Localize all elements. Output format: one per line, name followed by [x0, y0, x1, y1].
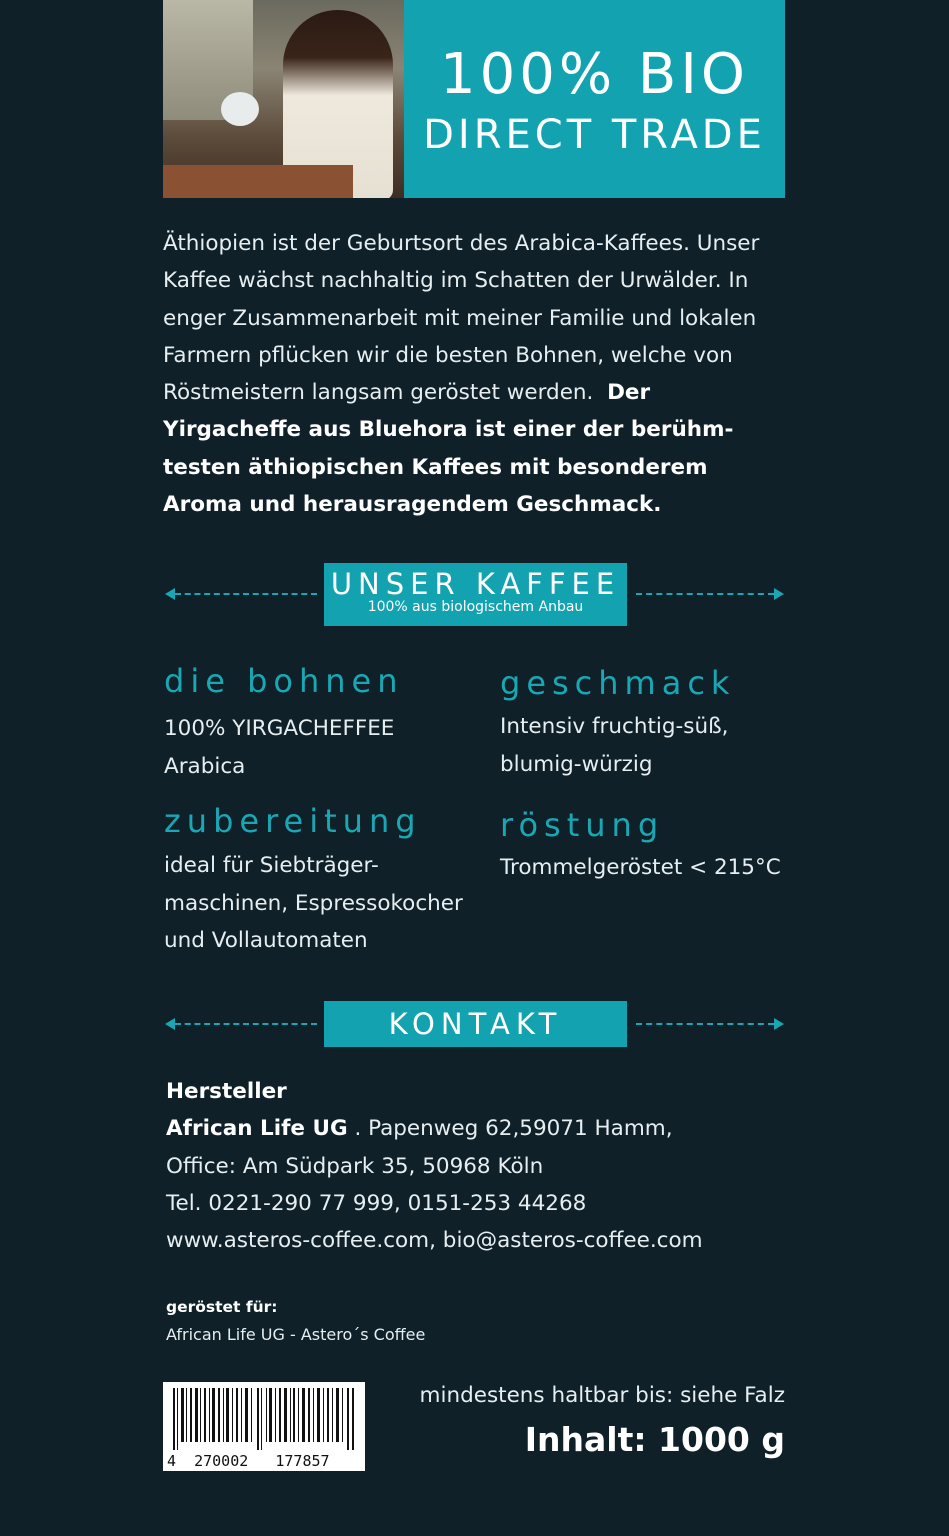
beans-value-1: 100% YIRGACHEFFEE: [164, 716, 395, 741]
barcode-number: [167, 1452, 330, 1470]
taste-value-2: blumig-würzig: [500, 751, 653, 777]
barcode-digit-first: 4: [167, 1452, 177, 1470]
bio-title: 100% BIO: [440, 42, 749, 107]
taste-value-1: Intensiv fruchtig-süß,: [500, 714, 729, 739]
roasted-for-label: geröstet für:: [166, 1298, 278, 1316]
intro-regular: Äthiopien ist der Geburtsort des Arabica-Kaffees. Unser Kaffee wächst nachhaltig im Schatten der Urwälder. In enger Zusammenarbeit mit meiner Familie und lokalen Farmern pflücken wir die besten Bohnen, welche von Röstmeistern langsam geröstet werden.: [163, 231, 760, 406]
kontakt-title: KONTAKT: [388, 1007, 563, 1041]
header-photo: [163, 0, 404, 198]
dashed-divider-right: [636, 1023, 774, 1027]
kontakt-banner: [324, 1001, 627, 1047]
direct-trade-subtitle: DIRECT TRADE: [423, 112, 766, 158]
taste-value: [500, 708, 728, 783]
prep-value-1: ideal für Siebträger-: [164, 853, 379, 878]
photo-coffee-pot: [221, 92, 259, 126]
prep-value-2: maschinen, Espressokocher: [164, 890, 463, 916]
beans-value-2: Arabica: [164, 753, 246, 779]
intro-text: [163, 225, 785, 523]
prep-value-3: und Vollautomaten: [164, 928, 368, 953]
bio-badge: [404, 0, 785, 198]
dashed-divider-right: [636, 593, 774, 597]
contact-web: www.asteros-coffee.com, bio@asteros-coffee.com: [166, 1228, 703, 1254]
contact-tel: Tel. 0221-290 77 999, 0151-253 44268: [166, 1190, 587, 1216]
barcode-bars: [171, 1388, 357, 1450]
roasted-for-value: African Life UG - Astero´s Coffee: [166, 1325, 426, 1344]
contact-heading: Hersteller: [166, 1079, 287, 1104]
contact-block: [166, 1073, 703, 1259]
best-before-text: mindestens haltbar bis: siehe Falz: [419, 1383, 785, 1408]
intro-bold: Der Yirgacheffe aus Bluehora ist einer der berühm-testen äthiopischen Kaffees mit besonderem Aroma und herausragendem Geschmack.: [163, 380, 734, 518]
arrow-right-icon: [774, 588, 784, 600]
arrow-left-icon: [165, 1018, 175, 1030]
contact-company: African Life UG: [166, 1116, 348, 1142]
taste-heading: geschmack: [500, 664, 736, 702]
roast-value: Trommelgeröstet < 215°C: [500, 855, 781, 880]
prep-heading: zubereitung: [164, 802, 422, 840]
photo-table: [163, 165, 353, 198]
roast-heading: röstung: [500, 806, 665, 844]
unser-kaffee-subtitle: 100% aus biologischem Anbau: [367, 599, 584, 615]
contact-address: . Papenweg 62,59071 Hamm,: [347, 1116, 673, 1142]
contact-office: Office: Am Südpark 35, 50968 Köln: [166, 1153, 544, 1179]
arrow-left-icon: [165, 588, 175, 600]
dashed-divider-left: [175, 1023, 317, 1027]
net-content: Inhalt: 1000 g: [524, 1420, 785, 1459]
beans-value: [164, 710, 394, 785]
unser-kaffee-title: UNSER KAFFEE: [330, 567, 621, 601]
dashed-divider-left: [175, 593, 317, 597]
arrow-right-icon: [774, 1018, 784, 1030]
unser-kaffee-banner: [324, 563, 627, 626]
barcode: [163, 1382, 365, 1471]
prep-value: [164, 847, 463, 960]
barcode-digits-last: 177857: [275, 1452, 330, 1470]
beans-heading: die bohnen: [164, 662, 404, 700]
barcode-digits-mid: 270002: [194, 1452, 249, 1470]
